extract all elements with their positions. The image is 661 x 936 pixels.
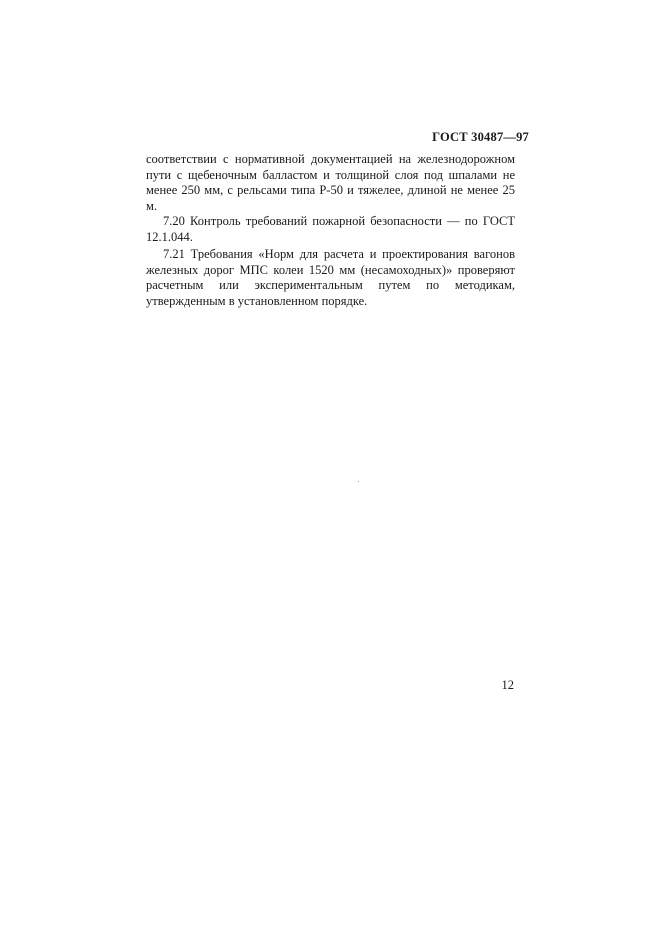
- paragraph-7-20: 7.20 Контроль требований пожарной безопасности — по ГОСТ 12.1.044.: [146, 214, 515, 244]
- page-number: 12: [501, 678, 514, 692]
- paragraph-7-21: 7.21 Требования «Норм для расчета и проектирования вагонов железных дорог МПС колеи 1520 мм (несамоходных)» проверяют расчетным или экспериментальным путем по методикам, утвержденным в установленном порядке.: [146, 247, 515, 308]
- document-body: [146, 152, 515, 309]
- document-header: ГОСТ 30487—97: [432, 130, 529, 144]
- scan-speck: [358, 481, 359, 482]
- paragraph-continuation: соответствии с нормативной документацией на железнодорожном пути с щебеночным балластом и толщиной слоя под шпалами не менее 250 мм, с рельсами типа Р-50 и тяжелее, длиной не менее 25 м.: [146, 152, 515, 213]
